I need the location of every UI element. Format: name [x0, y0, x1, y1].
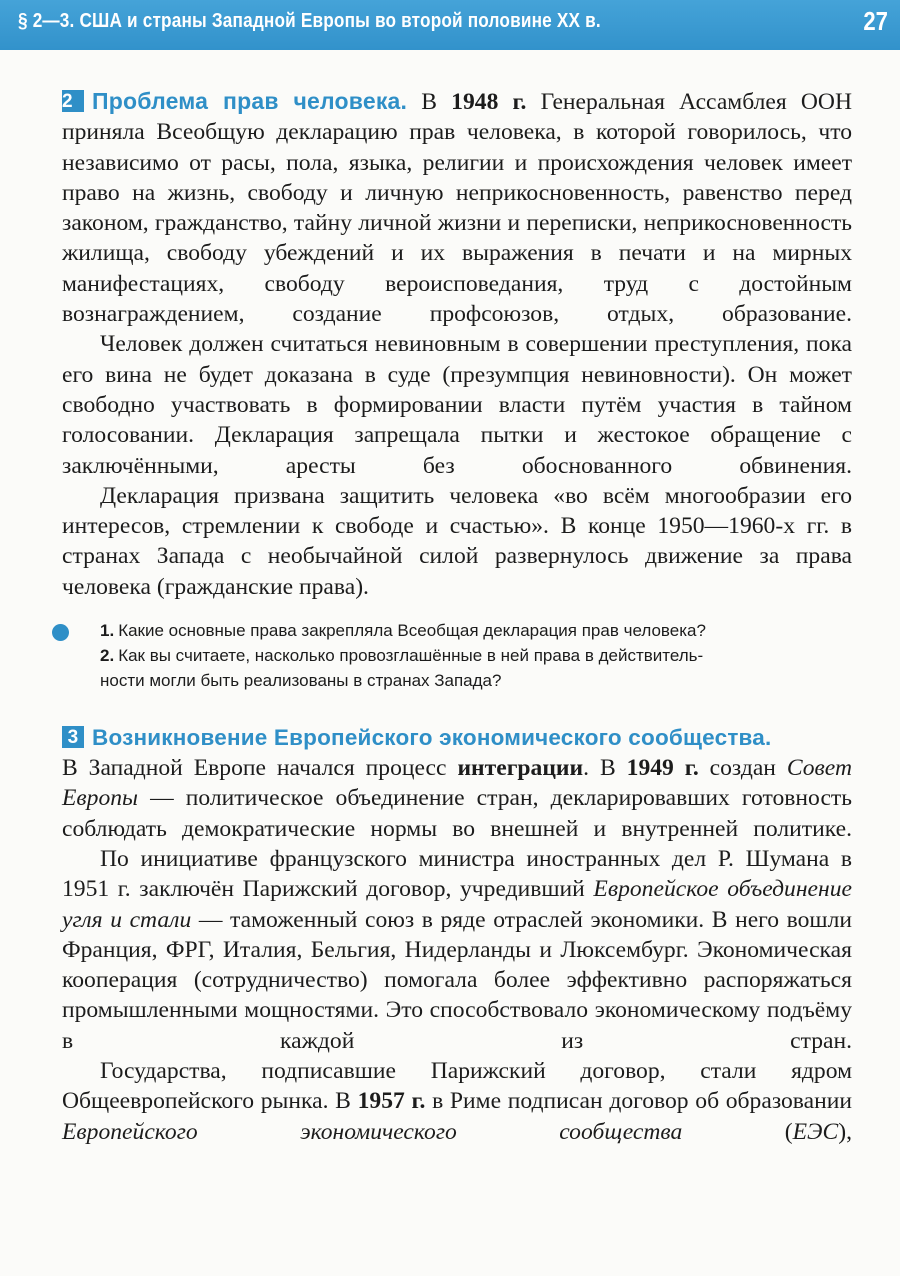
text-run: Генеральная Ассамблея ООН приняла Всеобщую декларацию прав человека, в которой говорилось, что независимо от расы, пола, языка, религии и происхождения человек имеет право на жизнь, свободу и личную неприкосновенность, равенство перед законом, гражданство, тайну личной жизни и переписки, неприкосновенность жилища, свободу убеждений и их выражения в печати и на мирных манифестациях, свободу вероисповедания, труд с достойным вознаграждением, создание профсоюзов, отдых, образование.: [62, 89, 852, 328]
question-text-continued: ности могли быть реализованы в странах Запада?: [100, 671, 502, 691]
term-eec-abbr: ЕЭС: [792, 1118, 839, 1145]
page-number: 27: [863, 6, 888, 36]
text-run: В: [407, 89, 452, 115]
section-2-title: Проблема прав человека.: [92, 88, 408, 114]
text-run: в Риме подписан договор об образовании: [425, 1088, 852, 1115]
text-run: (: [682, 1118, 793, 1145]
section-3-paragraph-2: [62, 844, 852, 1056]
term-integration: интеграции: [457, 755, 584, 782]
section-2-number: 2: [62, 90, 84, 112]
question-bullet-icon: [52, 624, 69, 641]
question-2: [100, 643, 852, 693]
text-run: Государства, подписавшие Парижский договор, стали ядром Общеевропейского рынка. В: [62, 1058, 852, 1115]
page-content: [62, 86, 852, 1147]
section-3-paragraph-3: [62, 1056, 852, 1147]
text-run: ),: [838, 1118, 852, 1145]
term-eec: Европейского экономического сообщества: [62, 1118, 683, 1145]
question-number: 1.: [100, 621, 115, 641]
text-run: — политическое объединение стран, декларировавших готовность соблюдать демократические нормы во внешней и внутренней политике.: [62, 785, 852, 842]
question-text: Как вы считаете, насколько провозглашённые в ней права в действитель-: [118, 646, 704, 666]
section-3-paragraph-1: [62, 753, 852, 844]
section-3-title: Возникновение Европейского экономического сообщества.: [92, 725, 772, 751]
term-council-of-europe: Совет Европы: [62, 755, 852, 812]
text-run: — таможенный союз в ряде отраслей экономики. В него вошли Франция, ФРГ, Италия, Бельгия, Нидерланды и Люксембург. Экономическая кооперация (сотрудничество) помогала более эффективно распоряжаться промышленными мощностями. Это способствовало экономическому подъёму в каждой из стран.: [62, 906, 852, 1054]
question-number: 2.: [100, 646, 115, 666]
question-text: Какие основные права закрепляла Всеобщая декларация прав человека?: [118, 621, 706, 641]
text-run: . В: [583, 755, 627, 782]
section-3-heading: [62, 725, 852, 751]
review-questions: [62, 618, 852, 693]
text-run: По инициативе французского министра иностранных дел Р. Шумана в 1951 г. заключён Парижский договор, учредивший: [62, 845, 852, 903]
section-2-paragraph-2: Человек должен считаться невиновным в совершении преступления, пока его вина не будет доказана в суде (презумпция невиновности). Он может свободно участвовать в формировании власти путём участия в тайном голосовании. Декларация запрещала пытки и жестокое обращение с заключёнными, аресты без обоснованного обвинения.: [62, 331, 852, 479]
term-ecsc: Европейское объединение угля и стали: [62, 876, 852, 933]
year-1949: 1949 г.: [626, 755, 699, 782]
section-3-number: 3: [62, 726, 84, 748]
year-1948: 1948 г.: [451, 89, 527, 115]
text-run: создан: [698, 755, 787, 782]
question-1: [100, 618, 852, 643]
section-2-heading: [62, 88, 407, 114]
running-header: [0, 0, 900, 50]
section-2-paragraph-1: [62, 86, 852, 329]
year-1957: 1957 г.: [357, 1088, 426, 1115]
section-2-paragraph-3: Декларация призвана защитить человека «во всём многообразии его интересов, стремлении к свободе и счастью». В конце 1950—1960-х гг. в странах Запада с необычайной силой развернулось движение за права человека (гражданские права).: [62, 482, 852, 600]
text-run: В Западной Европе начался процесс: [62, 755, 458, 782]
chapter-title: § 2—3. США и страны Западной Европы во второй половине XX в.: [18, 10, 601, 32]
